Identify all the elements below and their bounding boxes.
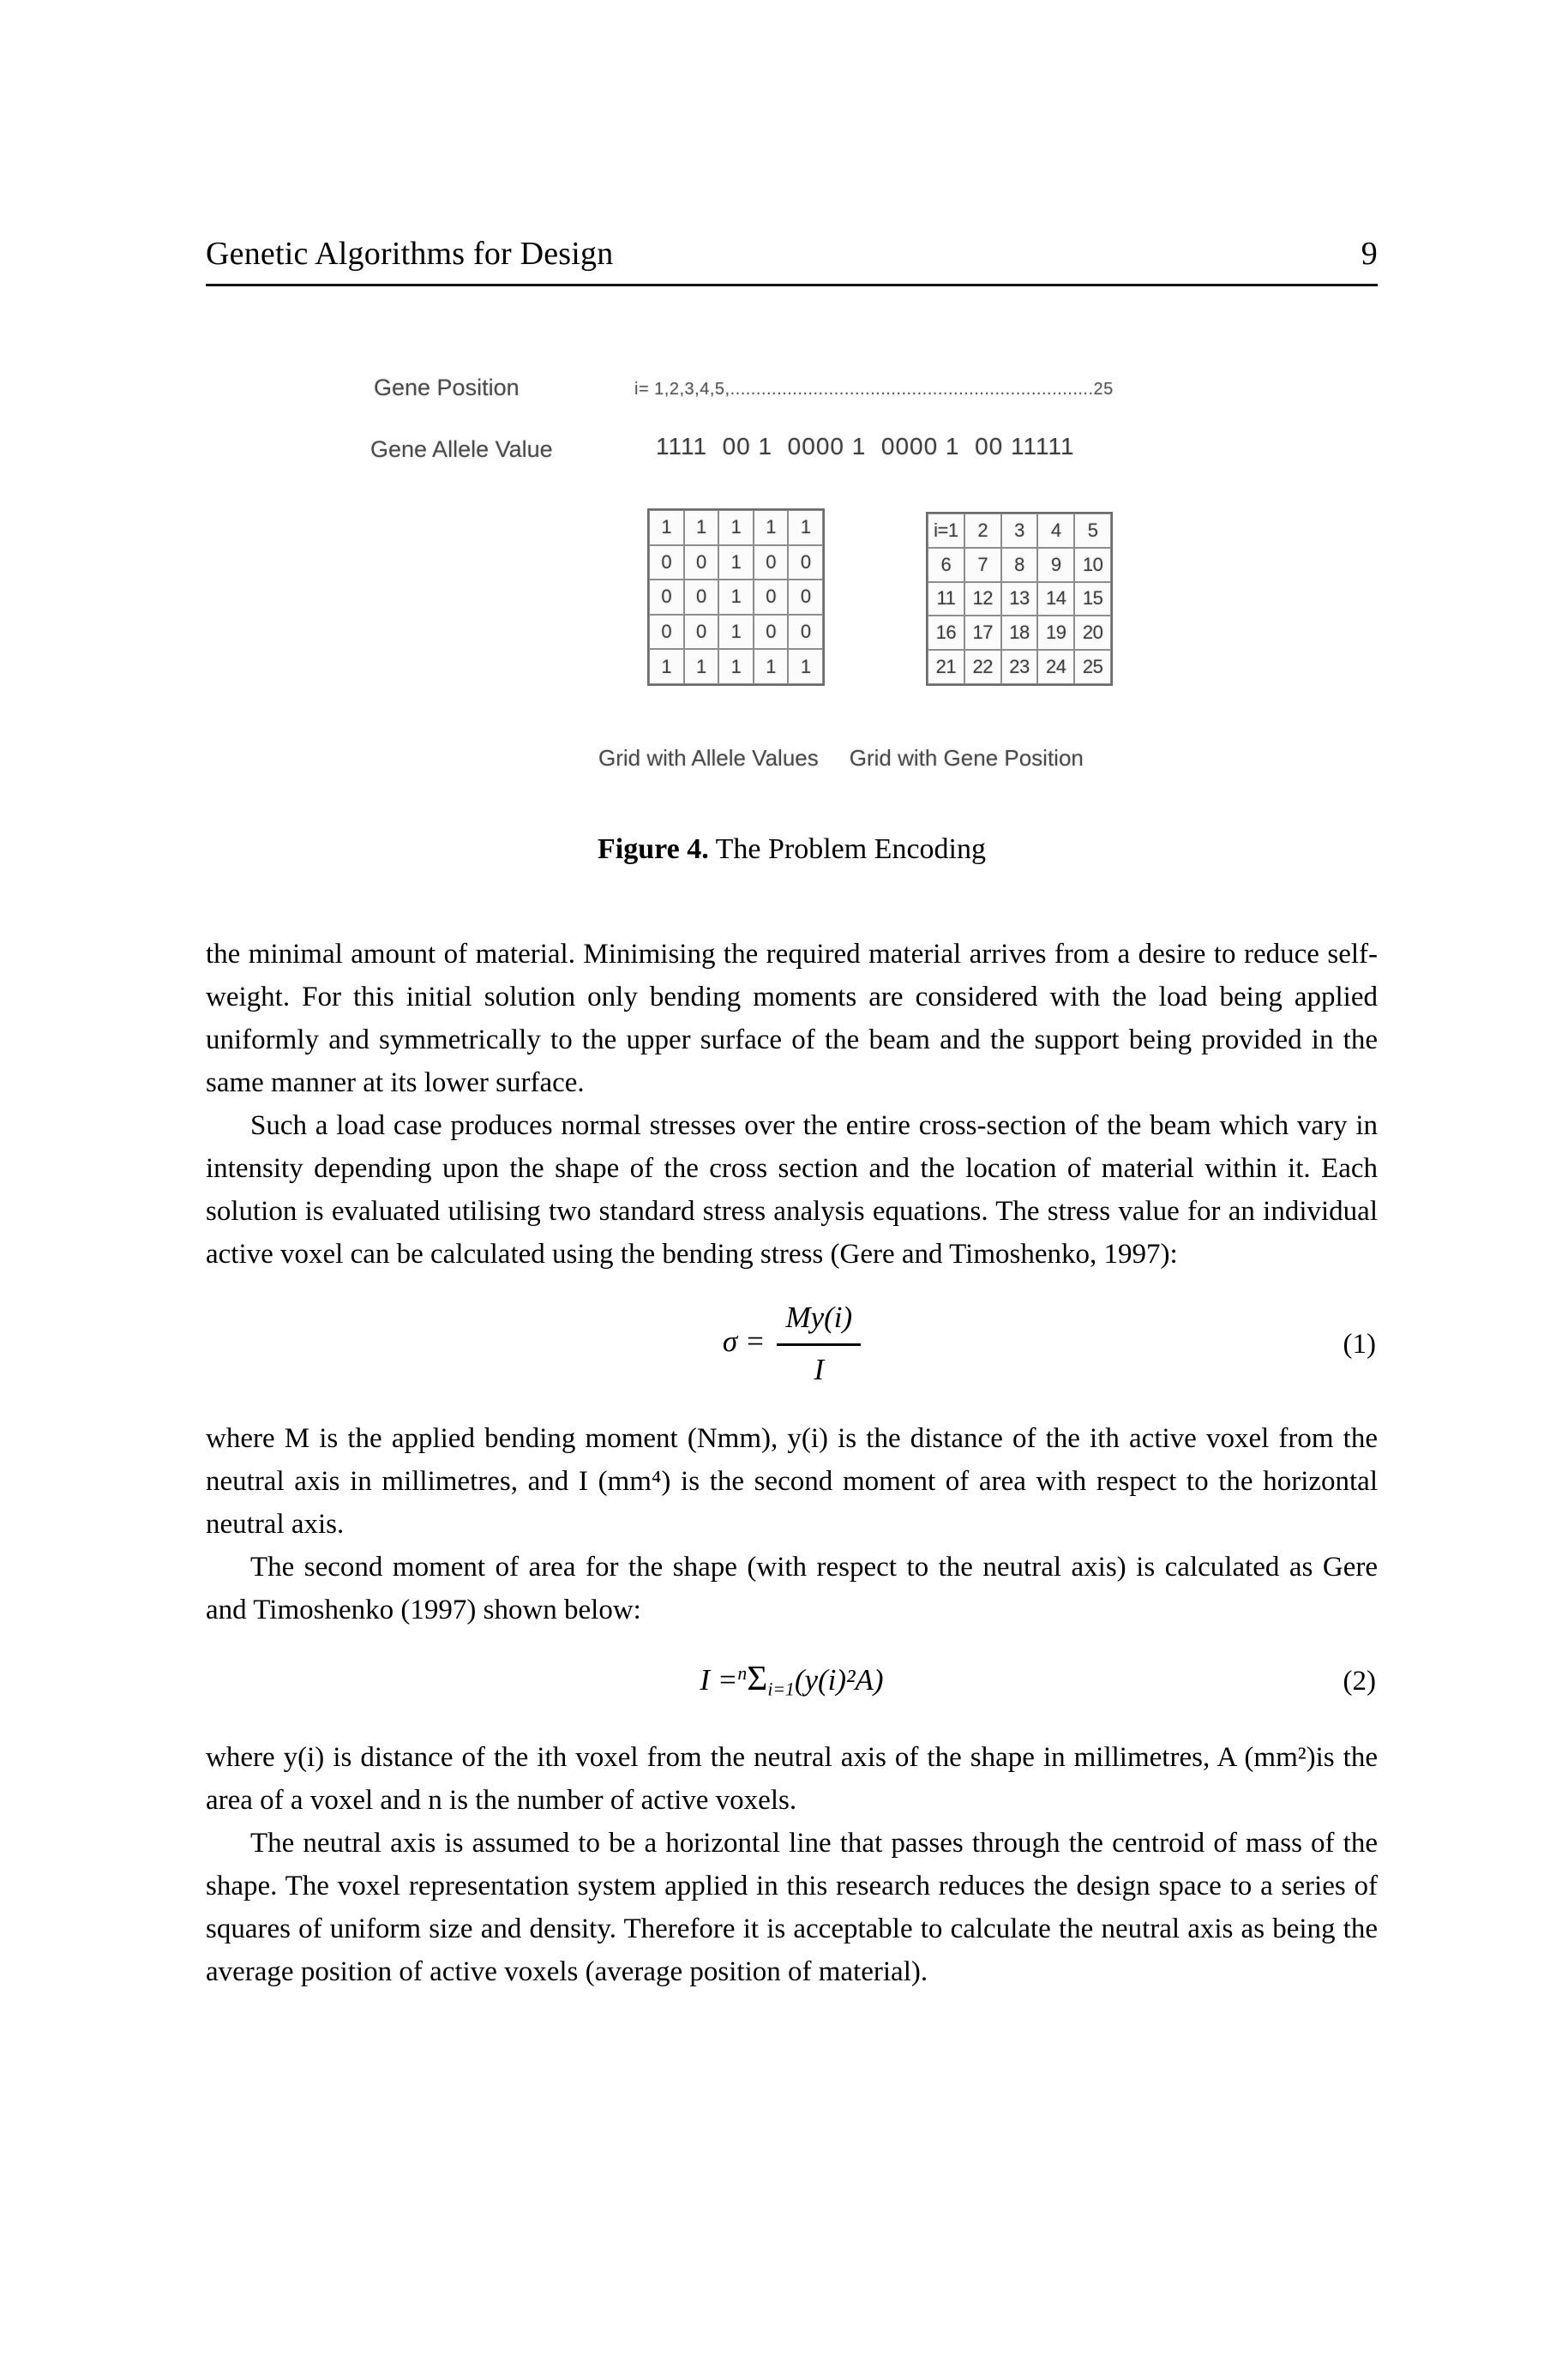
equation-2-term: (y(i)²A) xyxy=(794,1662,884,1697)
grid-cell: 0 xyxy=(684,615,719,650)
grid-cell: 1 xyxy=(649,510,684,545)
grid-captions xyxy=(598,745,1084,772)
grid-cell: 14 xyxy=(1037,582,1074,616)
page-header xyxy=(206,235,1378,273)
grid-cell: 23 xyxy=(1001,650,1038,684)
grid-cell: 22 xyxy=(964,650,1001,684)
grid-cell: 7 xyxy=(964,548,1001,582)
equation-1-number: (1) xyxy=(1343,1328,1376,1360)
grid-cell: 13 xyxy=(1001,582,1038,616)
grid-cell: 10 xyxy=(1074,548,1111,582)
grid-cell: 0 xyxy=(754,615,789,650)
grid-cell: 0 xyxy=(684,580,719,615)
grid-cell: 18 xyxy=(1001,616,1038,650)
allele-grid-caption: Grid with Allele Values xyxy=(598,745,819,771)
grid-cell: 1 xyxy=(718,649,754,684)
grid-cell: 1 xyxy=(684,510,719,545)
grid-cell: 1 xyxy=(788,649,823,684)
grid-cell: 1 xyxy=(718,615,754,650)
body-paragraph-1: the minimal amount of material. Minimising the required material arrives from a desire to reduce self-weight. For this initial solution only bending moments are considered with the load being applied uniformly and symmetrically to the upper surface of the beam and the support being provided in the same manner at its lower surface. xyxy=(206,939,1378,1098)
grid-cell: 2 xyxy=(964,514,1001,548)
gene-allele-value-string: 1111 00 1 0000 1 0000 1 00 11111 xyxy=(656,433,1075,460)
grid-cell: 11 xyxy=(928,582,964,616)
sigma-upper-limit: n xyxy=(737,1663,748,1684)
grid-cell: 0 xyxy=(684,545,719,580)
grid-cell: 6 xyxy=(928,548,964,582)
grid-cell: 0 xyxy=(754,545,789,580)
grid-cell: 4 xyxy=(1037,514,1074,548)
allele-values-grid xyxy=(647,508,825,686)
gene-allele-value-label: Gene Allele Value xyxy=(370,436,553,462)
equation-2-lhs: I = xyxy=(700,1662,738,1697)
grid-cell: 15 xyxy=(1074,582,1111,616)
grid-cell: 1 xyxy=(754,510,789,545)
header-rule xyxy=(206,284,1378,286)
grid-cell: i=1 xyxy=(928,514,964,548)
grid-cell: 0 xyxy=(788,615,823,650)
fraction xyxy=(777,1296,861,1391)
grid-cell: 0 xyxy=(649,580,684,615)
grid-cell: 1 xyxy=(684,649,719,684)
grid-cell: 1 xyxy=(718,545,754,580)
fraction-numerator: My(i) xyxy=(785,1301,853,1334)
figure-4-diagram xyxy=(206,364,1378,793)
body-paragraph-6: The neutral axis is assumed to be a horizontal line that passes through the centroid of mass of the shape. The voxel representation system applied in this research reduces the design space to a series of squares of uniform size and density. Therefore it is acceptable to calculate the neutral axis as being the average position of active voxels (average position of material). xyxy=(206,1828,1378,1988)
grid-cell: 20 xyxy=(1074,616,1111,650)
grid-cell: 0 xyxy=(788,545,823,580)
position-grid-caption: Grid with Gene Position xyxy=(849,745,1084,771)
body-paragraph-4: The second moment of area for the shape (with respect to the neutral axis) is calculated as Gere and Timoshenko (1997) shown below: xyxy=(206,1552,1378,1625)
grid-cell: 1 xyxy=(754,649,789,684)
grid-cell: 16 xyxy=(928,616,964,650)
grid-cell: 0 xyxy=(788,580,823,615)
page-number: 9 xyxy=(1361,236,1378,272)
body-paragraph-5: where y(i) is distance of the ith voxel from the neutral axis of the shape in millimetres, A (mm²)is the area of a voxel and n is the number of active voxels. xyxy=(206,1742,1378,1817)
figure-caption-title: The Problem Encoding xyxy=(708,833,986,865)
gene-position-value: i= 1,2,3,4,5,......................................................................25 xyxy=(634,380,1114,399)
equation-2-expression xyxy=(700,1657,884,1700)
grid-cell: 25 xyxy=(1074,650,1111,684)
equation-1-lhs: σ = xyxy=(722,1324,766,1358)
grid-cell: 8 xyxy=(1001,548,1038,582)
sigma-lower-limit: i=1 xyxy=(767,1679,795,1700)
running-title: Genetic Algorithms for Design xyxy=(206,236,614,272)
article-body xyxy=(206,933,1378,1993)
grid-cell: 5 xyxy=(1074,514,1111,548)
gene-position-label: Gene Position xyxy=(374,375,520,400)
gene-position-grid xyxy=(926,512,1113,686)
grid-cell: 0 xyxy=(754,580,789,615)
grid-cell: 21 xyxy=(928,650,964,684)
body-paragraph-3: where M is the applied bending moment (Nmm), y(i) is the distance of the ith active voxel from the neutral axis in millimetres, and I (mm⁴) is the second moment of area with respect to the horizontal neutral axis. xyxy=(206,1423,1378,1540)
grid-cell: 1 xyxy=(718,510,754,545)
grid-cell: 19 xyxy=(1037,616,1074,650)
grid-cell: 0 xyxy=(649,545,684,580)
figure-caption xyxy=(206,833,1378,866)
grid-cell: 1 xyxy=(718,580,754,615)
equation-2-number: (2) xyxy=(1343,1666,1376,1697)
grid-cell: 12 xyxy=(964,582,1001,616)
grid-cell: 24 xyxy=(1037,650,1074,684)
grid-cell: 3 xyxy=(1001,514,1038,548)
fraction-denominator: I xyxy=(777,1343,861,1391)
equation-1 xyxy=(206,1296,1378,1391)
grid-cell: 17 xyxy=(964,616,1001,650)
grid-cell: 1 xyxy=(788,510,823,545)
equation-2 xyxy=(206,1652,1378,1710)
grid-cell: 9 xyxy=(1037,548,1074,582)
grid-cell: 0 xyxy=(649,615,684,650)
figure-caption-label: Figure 4. xyxy=(598,833,709,865)
body-paragraph-2: Such a load case produces normal stresses over the entire cross-section of the beam which vary in intensity depending upon the shape of the cross section and the location of material within it. Each solution is evaluated utilising two standard stress analysis equations. The stress value for an individual active voxel can be calculated using the bending stress (Gere and Timoshenko, 1997): xyxy=(206,1110,1378,1270)
sigma-symbol: Σ xyxy=(747,1657,768,1697)
grid-cell: 1 xyxy=(649,649,684,684)
equation-1-expression xyxy=(722,1301,861,1386)
